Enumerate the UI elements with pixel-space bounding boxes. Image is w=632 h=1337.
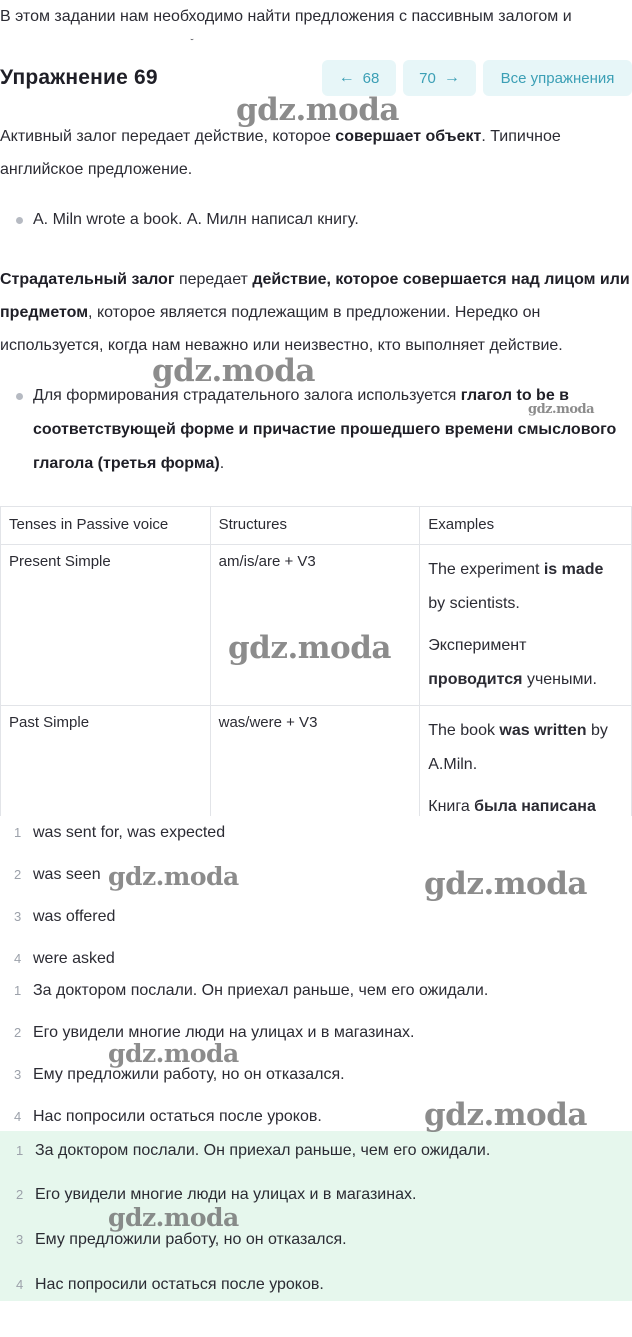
table-header-cell: Examples — [420, 507, 632, 545]
table-cell-example — [420, 545, 632, 706]
table-header-cell: Structures — [210, 507, 420, 545]
all-exercises-label: Все упражнения — [500, 69, 615, 87]
watermark: gdz.moda — [108, 1203, 239, 1232]
table-cell-tense: Past Simple — [1, 706, 211, 817]
watermark: gdz.moda — [152, 353, 315, 389]
table-cell-tense: Present Simple — [1, 545, 211, 706]
bullet-dot — [16, 217, 23, 224]
table-cell-structure: was/were + V3 — [210, 706, 420, 817]
active-voice-text-end: . Типичное английское предложение. — [0, 128, 561, 178]
active-voice-text: Активный залог передает действие, которое — [0, 128, 336, 145]
passive-voice-bold-definition: действие, которое совершается над лицом или предметом — [0, 271, 630, 321]
list-item: 3 was offered — [14, 908, 116, 925]
passive-voice-bold-term: Страдательный залог — [0, 271, 175, 288]
list-item: 2 was seen — [14, 866, 101, 883]
table-row — [1, 545, 632, 706]
previous-exercise-label: 68 — [362, 69, 380, 87]
table-row — [1, 706, 632, 817]
exercise-header — [0, 60, 632, 98]
formation-text: Для формирования страдательного залога используется — [33, 387, 461, 404]
passive-voice-text-end: , которое является подлежащим в предложении. Нередко он используется, когда нам неважно или неизвестно, кто выполняет действие. — [0, 304, 563, 354]
next-exercise-label: 70 — [419, 69, 436, 87]
watermark: gdz.moda — [424, 866, 587, 902]
list-item: 2 Его увидели многие люди на улицах и в магазинах. — [16, 1186, 417, 1203]
list-item: 3 Ему предложили работу, но он отказался. — [14, 1066, 345, 1083]
table-header-row — [1, 507, 632, 545]
list-item: 4 were asked — [14, 950, 115, 967]
table-cell-example — [420, 706, 632, 817]
list-item: 2 Его увидели многие люди на улицах и в магазинах. — [14, 1024, 415, 1041]
list-item: 4 Нас попросили остаться после уроков. — [16, 1276, 324, 1293]
watermark: gdz.moda — [528, 402, 595, 417]
formation-text-end: . — [219, 455, 225, 472]
previous-exercise-button[interactable] — [322, 60, 396, 96]
list-item: 1 За доктором послали. Он приехал раньше, чем его ожидали. — [14, 982, 489, 999]
watermark: gdz.moda — [108, 1039, 239, 1068]
arrow-left-icon: ← — [338, 69, 355, 86]
passive-voice-paragraph — [0, 263, 632, 362]
table-header-cell: Tenses in Passive voice — [1, 507, 211, 545]
watermark: gdz.moda — [424, 1097, 587, 1133]
list-item: 1 was sent for, was expected — [14, 824, 226, 841]
page-title: Упражнение 69 — [0, 66, 158, 89]
bullet-dot — [16, 393, 23, 400]
arrow-right-icon: → — [443, 69, 460, 86]
answer-box — [0, 1131, 632, 1301]
intro-text: В этом задании нам необходимо найти предложения с пассивным залогом и — [0, 8, 572, 25]
example-russian: Книга была написана — [428, 798, 596, 815]
list-item: 1 За доктором послали. Он приехал раньше, чем его ожидали. — [16, 1142, 491, 1159]
all-exercises-button[interactable] — [483, 60, 632, 96]
list-item: 3 Ему предложили работу, но он отказался. — [16, 1231, 347, 1248]
list-item: 4 Нас попросили остаться после уроков. — [14, 1108, 322, 1125]
example-russian: Эксперимент проводится учеными. — [428, 637, 597, 688]
example-english: The experiment is made by scientists. — [428, 561, 604, 612]
table-cell-structure: am/is/are + V3 — [210, 545, 420, 706]
passive-voice-table — [0, 506, 632, 816]
passive-formation-rule — [33, 379, 632, 481]
formation-bold: глагол to be в соответствующей форме и причастие прошедшего времени смыслового глагола (третья форма) — [33, 387, 617, 472]
passive-voice-text: передает — [174, 271, 253, 288]
active-voice-bold: совершает объект — [335, 128, 482, 145]
active-voice-paragraph — [0, 120, 632, 186]
watermark: gdz.moda — [108, 862, 239, 891]
active-voice-example: A. Miln wrote a book. А. Милн написал книгу. — [33, 211, 359, 228]
example-english: The book was written by A.Miln. — [428, 722, 608, 773]
next-exercise-button[interactable] — [403, 60, 476, 96]
watermark: gdz.moda — [228, 630, 391, 666]
watermark: gdz.moda — [236, 92, 399, 128]
